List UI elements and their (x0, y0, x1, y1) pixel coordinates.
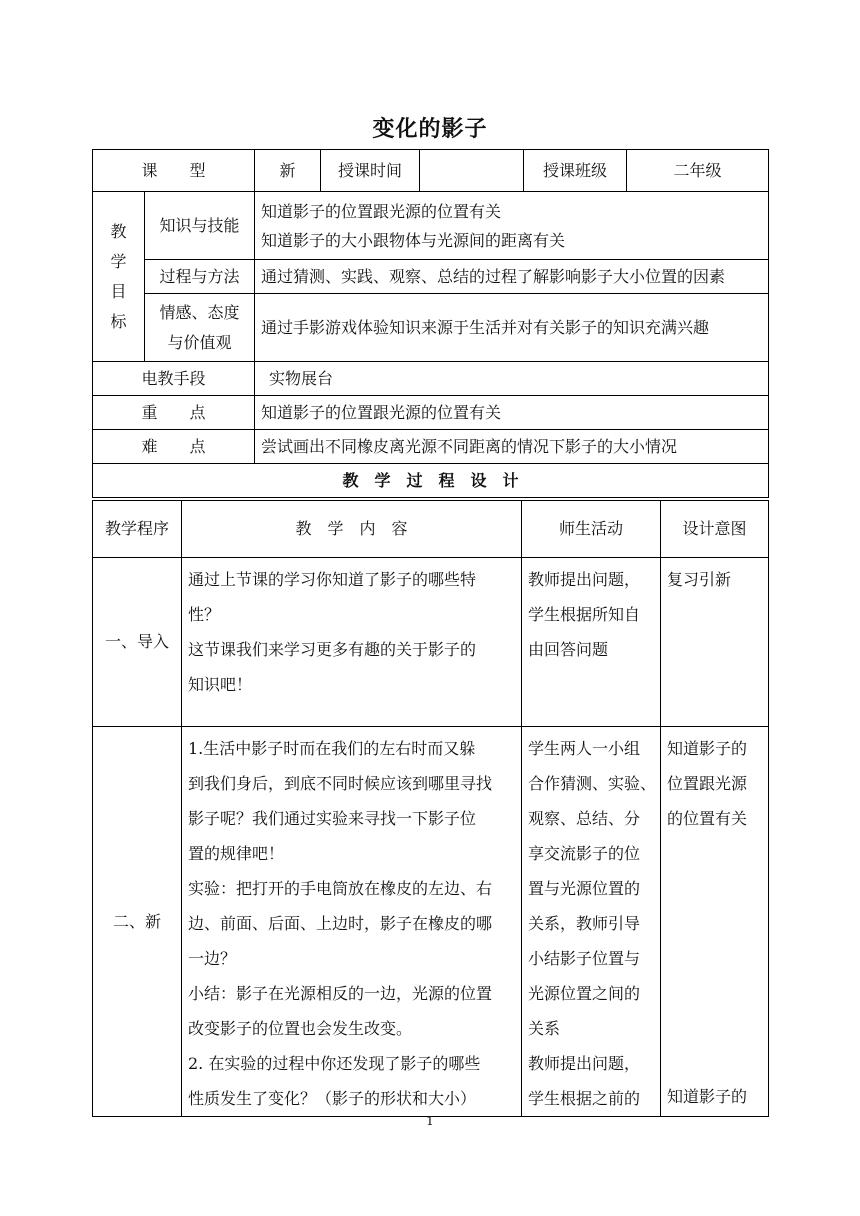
step-name: 二、新 (93, 727, 182, 1117)
content-line: 到我们身后，到底不同时候应该到哪里寻找 (188, 774, 493, 793)
step-intent (661, 727, 769, 1117)
time-value (420, 150, 524, 192)
step-activity (522, 558, 661, 727)
goals-label (93, 192, 145, 362)
activity-line: 关系 (528, 1019, 561, 1038)
intent-line: 复习引新 (667, 570, 732, 589)
knowledge-line: 知道影子的位置跟光源的位置有关 (261, 201, 502, 221)
table-row (93, 727, 769, 1117)
goals-char: 学 (110, 251, 127, 271)
activity-line: 学生根据之前的 (528, 1089, 641, 1108)
goals-char: 目 (110, 281, 127, 301)
difficulty-label: 难 点 (93, 430, 255, 464)
activity-line: 教师提出问题， (528, 1054, 641, 1073)
knowledge-text (255, 192, 769, 260)
page-title: 变化的影子 (372, 116, 488, 142)
content-line: 1.生活中影子时而在我们的左右时而又躲 (188, 739, 476, 758)
media-label: 电教手段 (93, 362, 255, 396)
content-line: 一边？ (188, 949, 237, 968)
intent-line: 知道影子的 (667, 739, 748, 758)
type-label: 课 型 (93, 150, 255, 192)
content-line: 性？ (188, 605, 221, 624)
course-info-table (92, 149, 769, 498)
activity-line: 学生根据所知自 (528, 605, 641, 624)
activity-line: 置与光源位置的 (528, 879, 641, 898)
activity-line: 教师提出问题， (528, 570, 641, 589)
step-activity (522, 727, 661, 1117)
activity-line: 享交流影子的位 (528, 844, 641, 863)
step-name: 一、导入 (93, 558, 182, 727)
step-intent (661, 558, 769, 727)
col-content: 教 学 内 容 (182, 501, 522, 558)
type-value: 新 (255, 150, 321, 192)
intent-line: 的位置有关 (667, 809, 748, 828)
col-procedure: 教学程序 (93, 501, 182, 558)
content-line: 性质发生了变化？（影子的形状和大小） (188, 1089, 477, 1108)
content-line: 影子呢？我们通过实验来寻找一下影子位 (188, 809, 477, 828)
col-activity: 师生活动 (522, 501, 661, 558)
col-intent: 设计意图 (661, 501, 769, 558)
media-value: 实物展台 (255, 362, 769, 396)
content-line: 通过上节课的学习你知道了影子的哪些特 (188, 570, 477, 589)
emotion-label-line: 与价值观 (167, 332, 232, 352)
content-line: 2. 在实验的过程中你还发现了影子的哪些 (188, 1054, 481, 1073)
activity-line: 合作猜测、实验、 (528, 774, 657, 793)
intent-line: 位置跟光源 (667, 774, 748, 793)
process-heading: 教 学 过 程 设 计 (93, 464, 769, 498)
page-number: 1 (426, 1114, 434, 1128)
class-label: 授课班级 (524, 150, 627, 192)
content-line: 小结：影子在光源相反的一边，光源的位置 (188, 984, 493, 1003)
teaching-process-table (92, 500, 769, 1117)
table-row (93, 558, 769, 727)
class-value: 二年级 (627, 150, 769, 192)
content-line: 边、前面、后面、上边时，影子在橡皮的哪 (188, 914, 493, 933)
intent-line-bottom: 知道影子的 (667, 1087, 748, 1106)
content-line: 置的规律吧！ (188, 844, 285, 863)
activity-line: 学生两人一小组 (528, 739, 641, 758)
emotion-label-line: 情感、态度 (159, 302, 240, 322)
content-line: 知识吧！ (188, 675, 253, 694)
knowledge-line: 知道影子的大小跟物体与光源间的距离有关 (261, 230, 566, 250)
knowledge-label: 知识与技能 (145, 192, 255, 260)
difficulty-value: 尝试画出不同橡皮离光源不同距离的情况下影子的大小情况 (255, 430, 769, 464)
content-line: 这节课我们来学习更多有趣的关于影子的 (188, 640, 477, 659)
goals-char: 教 (110, 221, 127, 241)
emotion-label (145, 294, 255, 362)
content-line: 实验：把打开的手电筒放在橡皮的左边、右 (188, 879, 493, 898)
emotion-text: 通过手影游戏体验知识来源于生活并对有关影子的知识充满兴趣 (255, 294, 769, 362)
activity-line: 关系，教师引导 (528, 914, 641, 933)
activity-line: 观察、总结、分 (528, 809, 641, 828)
process-label: 过程与方法 (145, 260, 255, 294)
content-line: 改变影子的位置也会发生改变。 (188, 1019, 413, 1038)
key-point-label: 重 点 (93, 396, 255, 430)
goals-char: 标 (110, 311, 127, 331)
step-content (182, 727, 522, 1117)
activity-line: 由回答问题 (528, 640, 609, 659)
activity-line: 光源位置之间的 (528, 984, 641, 1003)
step-content (182, 558, 522, 727)
activity-line: 小结影子位置与 (528, 949, 641, 968)
time-label: 授课时间 (321, 150, 420, 192)
process-text: 通过猜测、实践、观察、总结的过程了解影响影子大小位置的因素 (255, 260, 769, 294)
key-point-value: 知道影子的位置跟光源的位置有关 (255, 396, 769, 430)
